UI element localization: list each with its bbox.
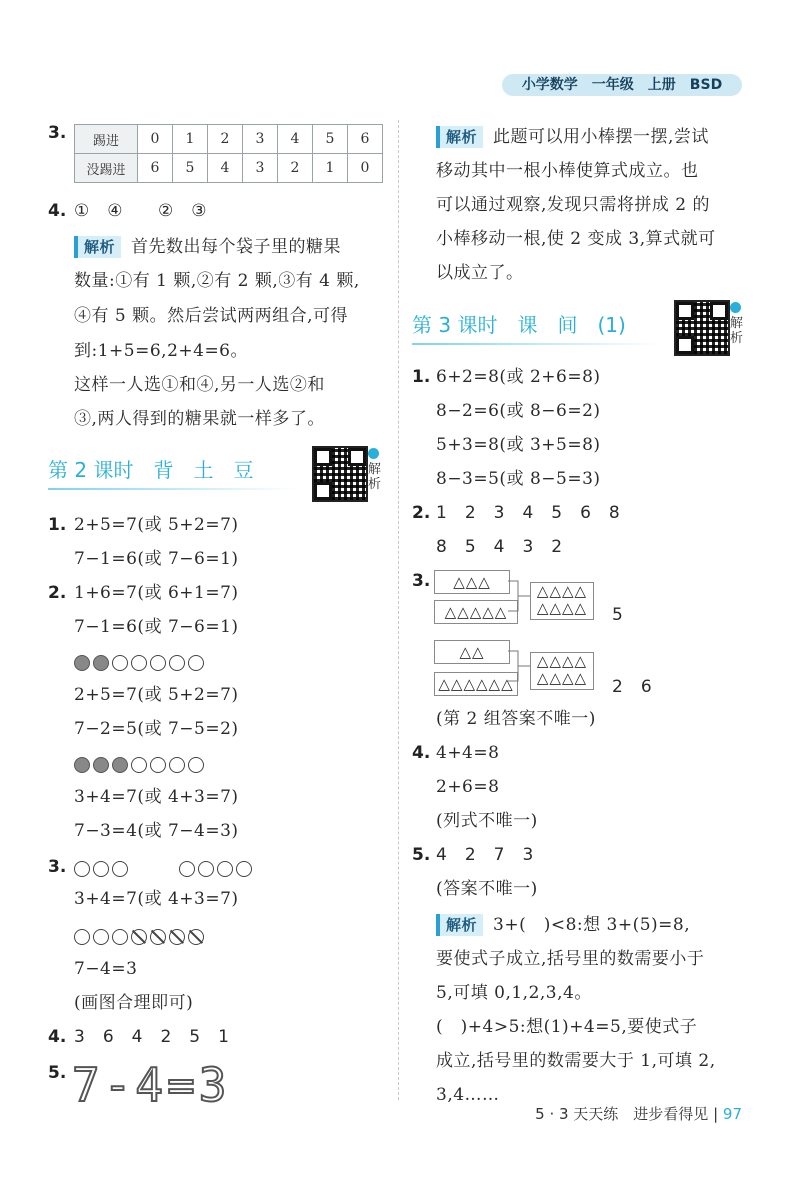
header-subject-label: 小学数学 一年级 上册 BSD [502,74,742,96]
circle-icon [150,655,166,671]
lesson-title: 第 3 课时 课 间 (1) [412,313,626,337]
crossed-circle-icon [150,929,166,945]
table-cell: 4 [208,154,243,183]
table-cell: 2 [208,125,243,154]
circle-icon [188,655,204,671]
table-cell: 踢进 [75,125,138,154]
analysis-tag: 解析 [74,236,121,258]
circle-icon [150,757,166,773]
table-row [75,154,383,183]
crossed-circle-icon [188,929,204,945]
analysis-line: 此题可以用小棒摆一摆,尝试 [493,127,709,147]
page-footer [535,1103,742,1124]
table-cell: 4 [278,125,313,154]
analysis-line: ③,两人得到的糖果就一样多了。 [74,409,325,429]
table-cell: 1 [313,154,348,183]
answer-line: 6+2=8(或 2+6=8) [436,367,601,387]
lesson-underline [48,488,298,490]
filled-circle-icon [74,655,90,671]
answer-line: 7−2=5(或 7−5=2) [74,719,239,739]
question-number: 2. [48,583,67,603]
circle-icon [217,861,233,877]
circle-row [74,858,255,877]
analysis-line: ( )+4>5:想(1)+4=5,要使式子 [436,1017,698,1037]
circle-icon [112,929,128,945]
circle-row [74,652,207,671]
answer-line: 4+4=8 [436,743,500,763]
table-cell: 5 [313,125,348,154]
circle-icon [93,861,109,877]
answer-line: 2 6 [612,677,653,697]
question-number: 4. [412,743,431,763]
play-icon[interactable] [368,448,379,459]
filled-circle-icon [93,655,109,671]
analysis-line: 3,4…… [436,1085,500,1105]
column-divider [398,120,399,1100]
question-number: 5. [412,845,431,865]
analysis-block [74,236,341,258]
analysis-line: 3+( )<8:想 3+(5)=8, [493,915,691,935]
analysis-line: 小棒移动一根,使 2 变成 3,算式就可 [436,229,716,249]
circle-icon [179,861,195,877]
triangle-box: △△△△ △△△△ [530,582,594,620]
analysis-line: 以成立了。 [436,263,524,283]
analysis-tag: 解析 [436,126,483,148]
circle-row [74,926,207,945]
analysis-line: 到:1+5=6,2+4=6。 [74,341,249,361]
question-number: 3. [48,123,67,143]
question-number: 1. [48,515,67,535]
analysis-line: 要使式子成立,括号里的数需要小于 [436,949,705,969]
table-row [75,125,383,154]
qr-code-icon[interactable] [312,446,368,502]
analysis-block [436,914,690,936]
lesson-title: 第 2 课时 背 土 豆 [48,458,254,482]
table-cell: 3 [243,125,278,154]
question-number: 3. [48,857,67,877]
table-cell: 2 [278,154,313,183]
triangle-box: △△△△ △△△△ [530,652,594,690]
answer-line: 1+6=7(或 6+1=7) [74,583,239,603]
triangle-box: △△△△△△ [434,672,518,696]
note: (答案不唯一) [436,879,538,899]
analysis-line: ④有 5 颗。然后尝试两两组合,可得 [74,306,349,326]
answer-line: 2+5=7(或 5+2=7) [74,515,239,535]
answer-line: 1 2 3 4 5 6 8 [436,503,621,523]
qr-code-icon[interactable] [674,300,730,356]
answer-line: 3+4=7(或 4+3=7) [74,787,239,807]
answer-line: 2+6=8 [436,777,500,797]
page-number: 97 [722,1105,742,1123]
filled-circle-icon [74,757,90,773]
filled-circle-icon [93,757,109,773]
table-cell: 1 [173,125,208,154]
triangle-box: △△△ [434,570,510,594]
table-cell: 0 [138,125,173,154]
table-cell: 3 [243,154,278,183]
circle-icon [131,655,147,671]
answer-line: 8 5 4 3 2 [436,537,563,557]
play-icon[interactable] [730,302,741,313]
analysis-line: 数量:①有 1 颗,②有 2 颗,③有 4 颗, [74,271,360,291]
question-number: 5. [48,1063,67,1083]
table-cell: 没踢进 [75,154,138,183]
answer-line: 5 [612,605,624,625]
circle-icon [74,861,90,877]
circle-icon [131,757,147,773]
answer-line: 4 2 7 3 [436,845,534,865]
question-number: 2. [412,503,431,523]
bracket-connector [508,578,530,614]
bracket-connector [508,648,530,684]
answer-line: 7−4=3 [74,959,138,979]
circle-icon [169,757,185,773]
qr-label: 解析 [730,316,744,346]
analysis-block [436,126,709,148]
circle-icon [169,655,185,671]
answer-line: 2+5=7(或 5+2=7) [74,685,239,705]
analysis-line: 这样一人选①和④,另一人选②和 [74,375,325,395]
table-cell: 6 [348,125,383,154]
matchstick-equation: 7-4=3 [72,1058,231,1112]
circle-icon [198,861,214,877]
answer-line: 5+3=8(或 3+5=8) [436,435,601,455]
circle-icon [74,929,90,945]
analysis-line: 移动其中一根小棒使算式成立。也 [436,161,699,181]
crossed-circle-icon [131,929,147,945]
table-cell: 0 [348,154,383,183]
note: (第 2 组答案不唯一) [436,709,596,729]
analysis-tag: 解析 [436,914,483,936]
lesson-underline [412,343,662,345]
table-cell: 6 [138,154,173,183]
answer-line: 3+4=7(或 4+3=7) [74,889,239,909]
circle-icon [93,929,109,945]
circle-icon [188,757,204,773]
triangle-box: △△ [434,640,510,664]
crossed-circle-icon [169,929,185,945]
answer-line: 8−3=5(或 8−5=3) [436,469,601,489]
circle-row [74,754,207,773]
kick-table [74,124,383,183]
table-cell: 5 [173,154,208,183]
qr-label: 解析 [368,462,382,492]
note: (画图合理即可) [74,993,194,1013]
circle-icon [112,861,128,877]
triangle-box: △△△△△ [434,600,518,624]
circle-icon [112,655,128,671]
analysis-line: 首先数出每个袋子里的糖果 [131,237,342,257]
filled-circle-icon [112,757,128,773]
note: (列式不唯一) [436,811,538,831]
answer-line: ① ④ ② ③ [74,201,207,221]
answer-line: 3 6 4 2 5 1 [74,1027,230,1047]
circle-icon [236,861,252,877]
question-number: 4. [48,1027,67,1047]
answer-line: 7−3=4(或 7−4=3) [74,821,239,841]
footer-text: 5 · 3 天天练 进步看得见 | [535,1105,719,1123]
question-number: 4. [48,201,67,221]
answer-line: 7−1=6(或 7−6=1) [74,549,239,569]
analysis-line: 5,可填 0,1,2,3,4。 [436,983,592,1003]
answer-line: 8−2=6(或 8−6=2) [436,401,601,421]
analysis-line: 可以通过观察,发现只需将拼成 2 的 [436,195,711,215]
question-number: 1. [412,367,431,387]
answer-line: 7−1=6(或 7−6=1) [74,617,239,637]
question-number: 3. [412,571,431,591]
analysis-line: 成立,括号里的数需要大于 1,可填 2, [436,1051,716,1071]
